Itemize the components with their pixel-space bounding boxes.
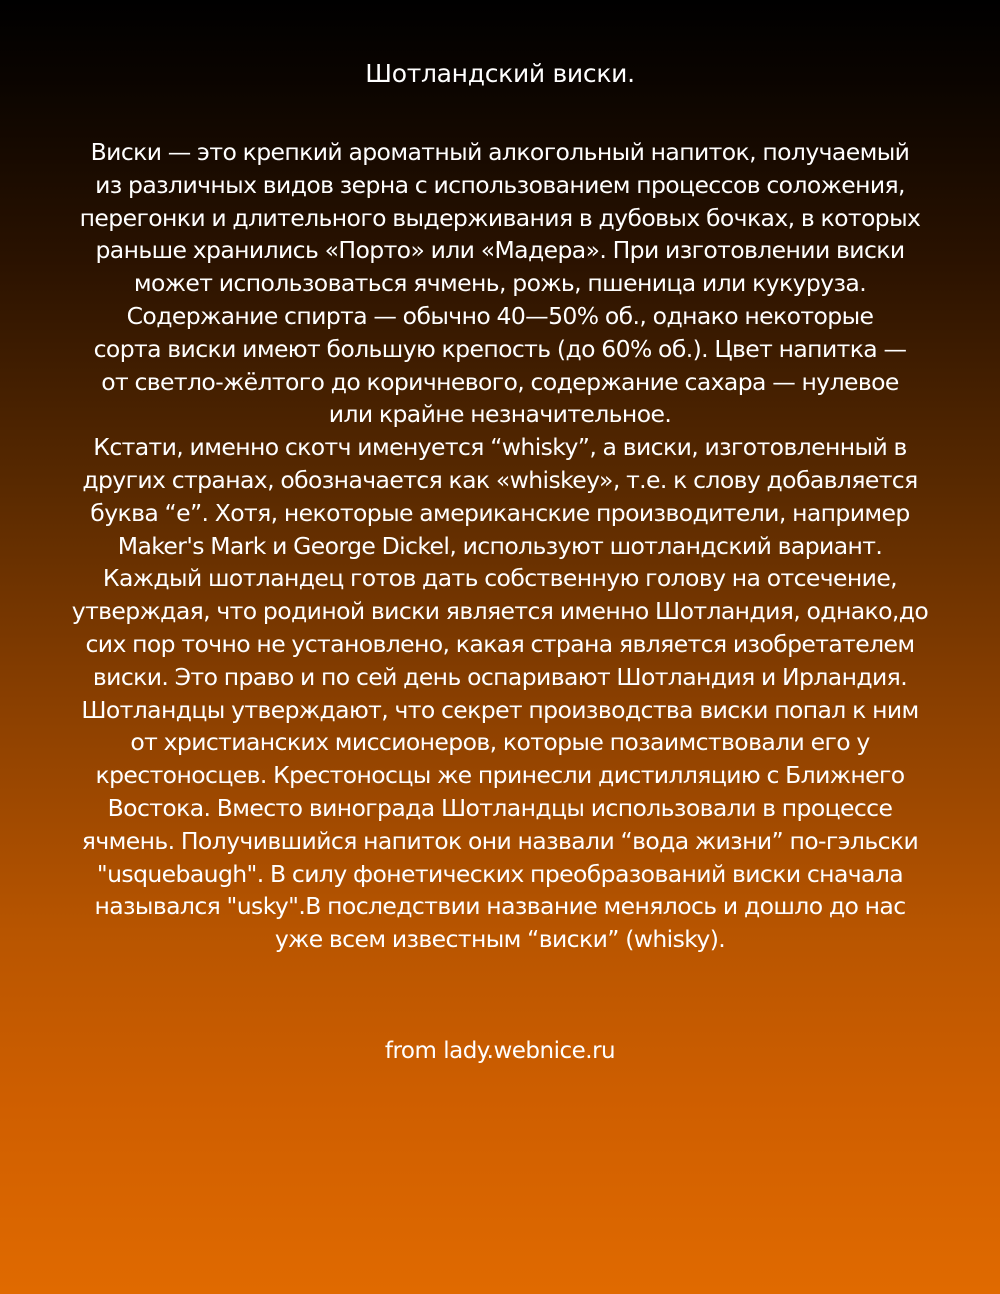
text-line: "usquebaugh". В силу фонетических преобразований виски сначала: [96, 859, 904, 888]
text-line: из различных видов зерна с использованием процессов соложения,: [95, 170, 905, 199]
text-line: Содержание спирта — обычно 40—50% об., однако некоторые: [126, 301, 874, 330]
text-line: утверждая, что родиной виски является именно Шотландия, однако,до: [71, 597, 929, 626]
page-title: Шотландский виски.: [365, 59, 635, 88]
text-line: раньше хранились «Порто» или «Мадера». При изготовлении виски: [95, 236, 905, 265]
text-line: уже всем известным “виски” (whisky).: [274, 925, 726, 954]
text-line: от христианских миссионеров, которые позаимствовали его у: [130, 728, 870, 757]
text-line: Шотландцы утверждают, что секрет производства виски попал к ним: [81, 695, 919, 724]
text-line: ячмень. Получившийся напиток они назвали “вода жизни” по-гэльски: [81, 826, 919, 855]
text-line: сорта виски имеют большую крепость (до 60% об.). Цвет напитка —: [93, 334, 907, 363]
text-line: других странах, обозначается как «whiskey», т.е. к слову добавляется: [82, 465, 918, 494]
text-line: Востока. Вместо винограда Шотландцы использовали в процессе: [107, 793, 893, 822]
text-line: виски. Это право и по сей день оспаривают Шотландия и Ирландия.: [92, 662, 908, 691]
text-line: Кстати, именно скотч именуется “whisky”, а виски, изготовленный в: [93, 433, 907, 462]
text-line: Каждый шотландец готов дать собственную голову на отсечение,: [102, 564, 898, 593]
source-credit: from lady.webnice.ru: [384, 1038, 616, 1064]
text-line: назывался "usky".В последствии название менялось и дошло до нас: [94, 892, 906, 921]
article-body: [40, 136, 960, 956]
text-line: сих пор точно не установлено, какая страна является изобретателем: [85, 629, 915, 658]
text-line: Maker's Mark и George Dickel, используют шотландский вариант.: [117, 531, 883, 560]
text-line: от светло-жёлтого до коричневого, содержание сахара — нулевое: [101, 367, 899, 396]
text-line: может использоваться ячмень, рожь, пшеница или кукуруза.: [133, 269, 867, 298]
text-line: перегонки и длительного выдерживания в дубовых бочках, в которых: [79, 203, 921, 232]
text-line: или крайне незначительное.: [328, 400, 672, 429]
text-line: Виски — это крепкий ароматный алкогольный напиток, получаемый: [90, 138, 910, 166]
text-line: крестоносцев. Крестоносцы же принесли дистилляцию с Ближнего: [95, 761, 905, 790]
text-line: буква “e”. Хотя, некоторые американские производители, например: [90, 498, 910, 527]
